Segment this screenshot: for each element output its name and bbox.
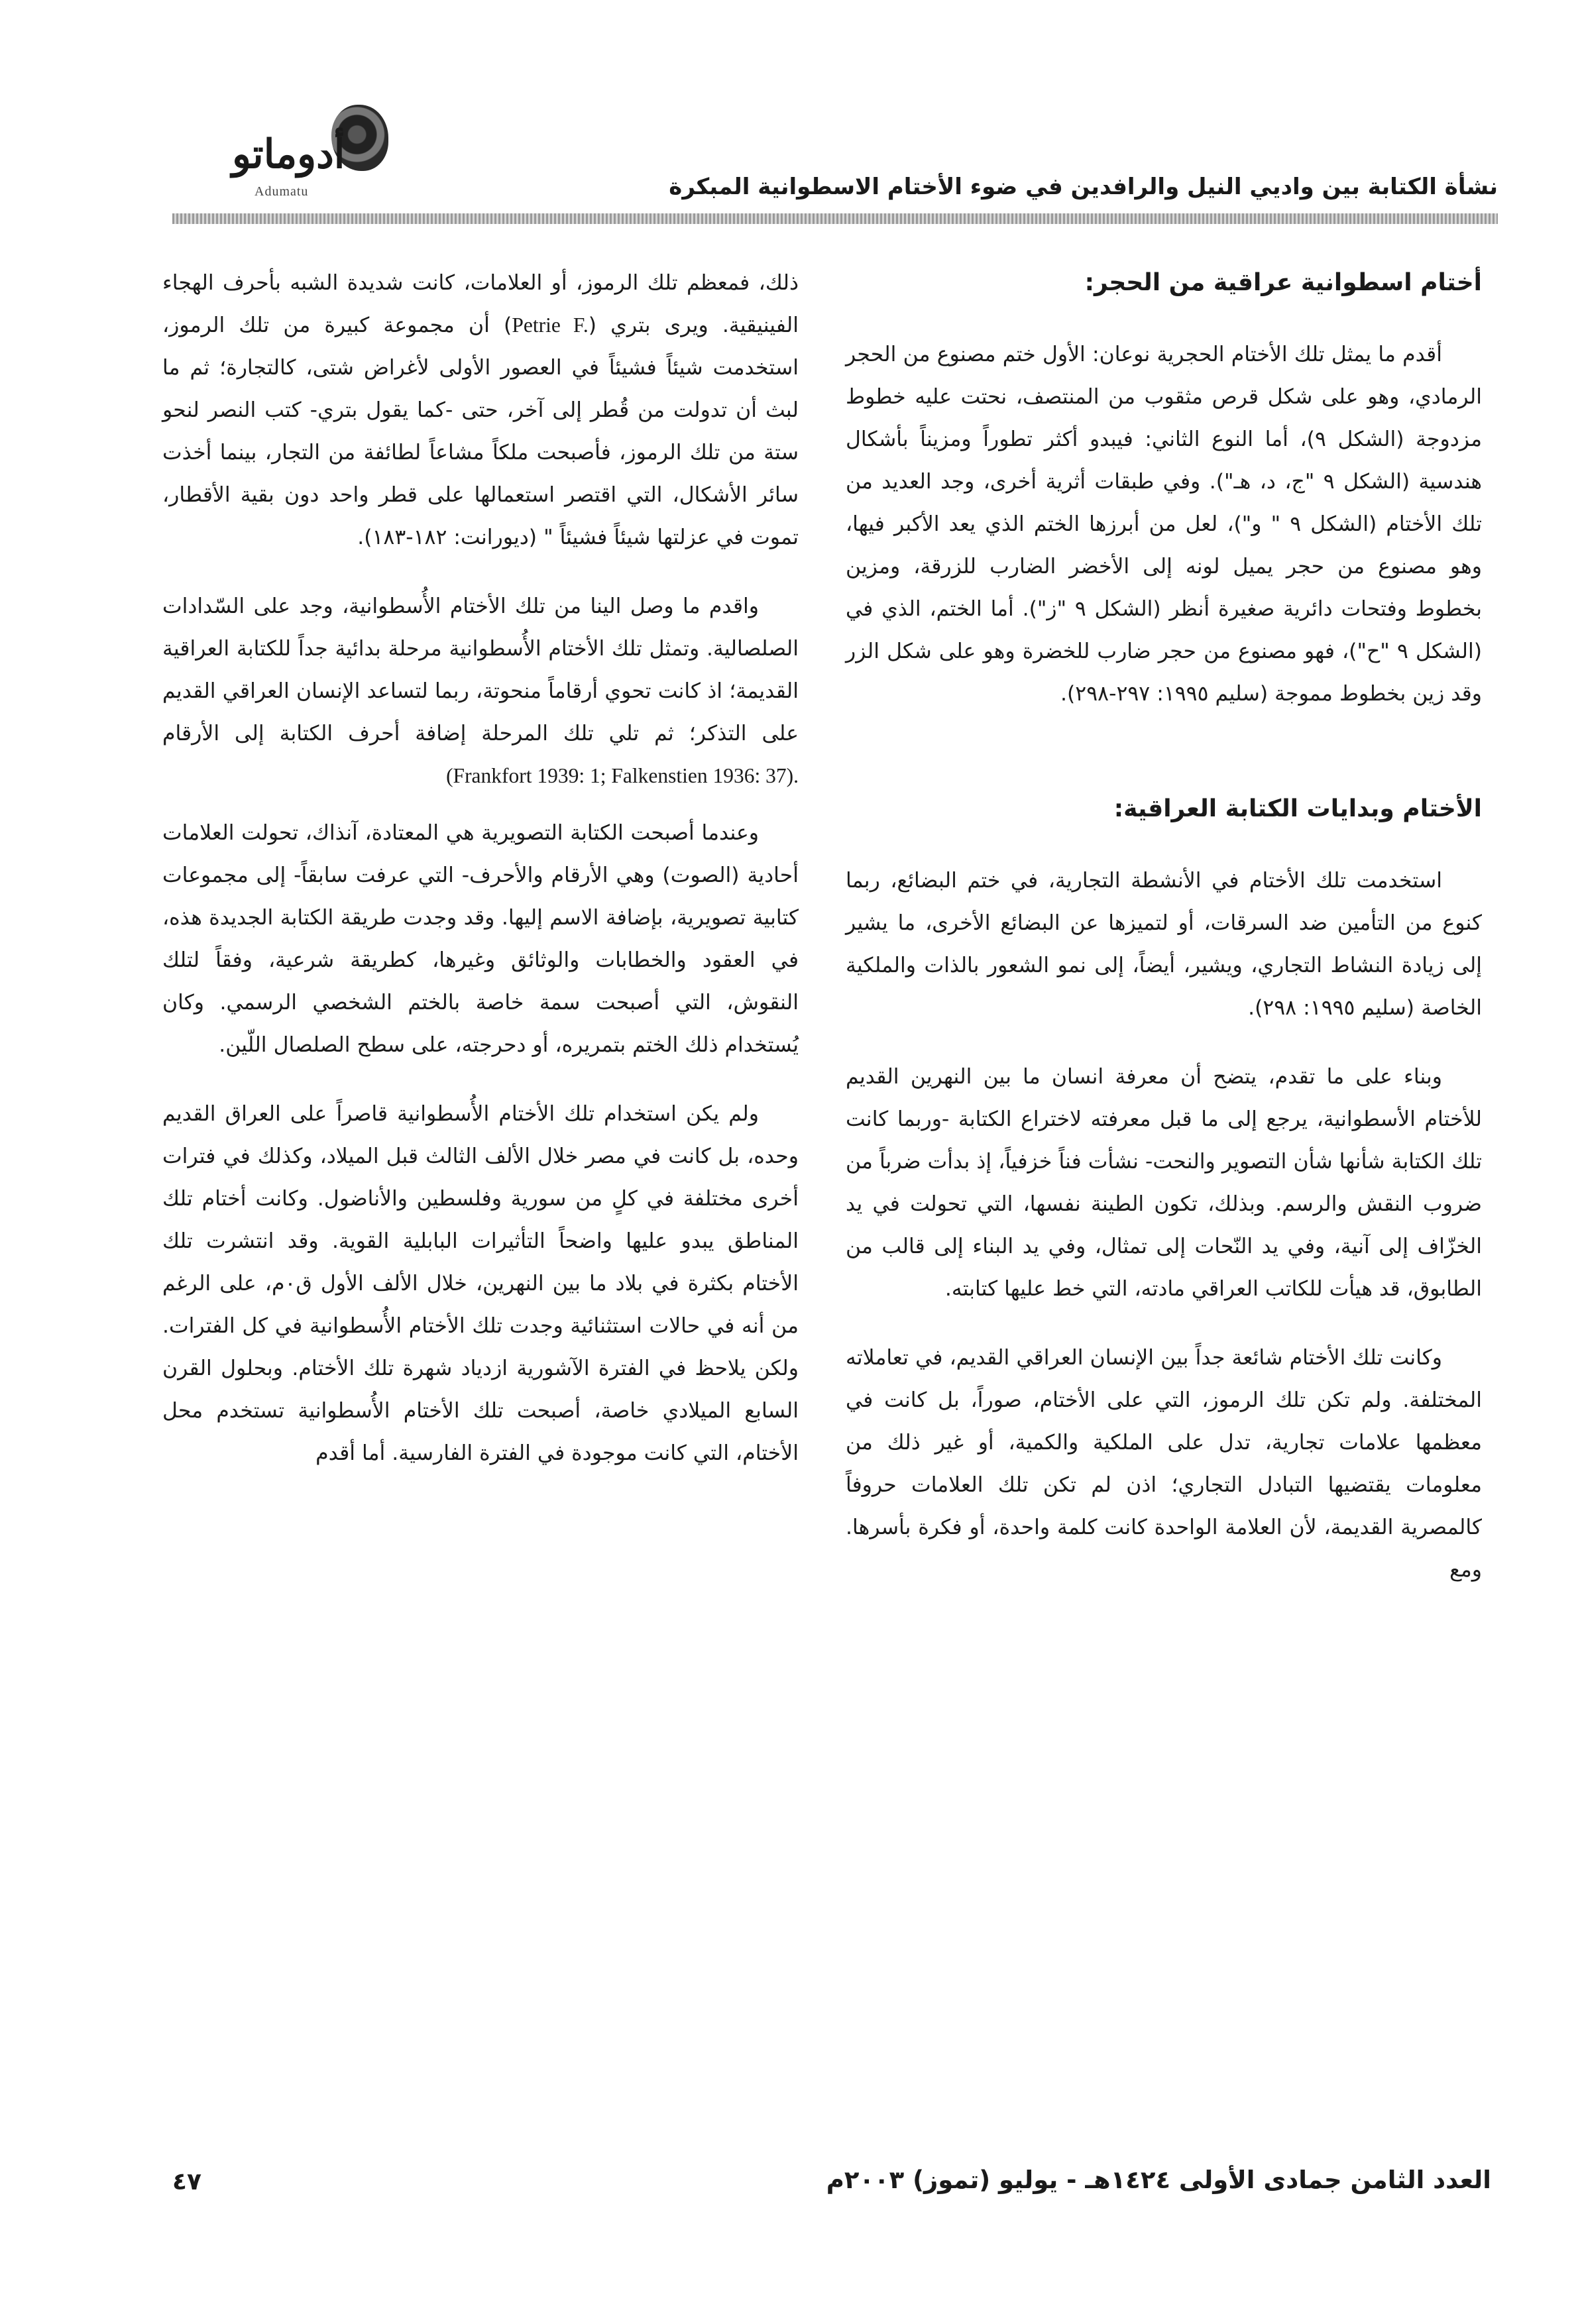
right-text-column xyxy=(846,262,1482,1591)
paragraph: وبناء على ما تقدم، يتضح أن معرفة انسان ما بين النهرين القديم للأختام الأسطوانية، يرجع إلى ما قبل معرفته لاختراع الكتابة -وربما كانت تلك الكتابة شأنها شأن التصوير والنحت- نشأت فناً خزفياً، إذ بدأت ضرباً من ضروب النقش والرسم. وبذلك، تكون الطينة نفسها، التي تحولت في يد الخزّاف إلى آنية، وفي يد النّحات إلى تمثال، وفي يد البناء إلى قالب من الطابوق، قد هيأت للكاتب العراقي مادته، التي خط عليها كتابته. xyxy=(846,1065,1482,1301)
paragraph xyxy=(162,262,799,559)
journal-logo xyxy=(232,99,384,212)
paragraph: ولم يكن استخدام تلك الأختام الأُسطوانية قاصراً على العراق القديم وحده، بل كانت في مصر خلال الألف الثالث قبل الميلاد، وكذلك في فترات أخرى مختلفة في كلٍ من سورية وفلسطين والأناضول. وكانت أختام تلك المناطق يبدو عليها واضحاً التأثيرات البابلية القوية. وقد انتشرت تلك الأختام بكثرة في بلاد ما بين النهرين، خلال الألف الأول ق٠م، على الرغم من أنه في حالات استثنائية وجدت تلك الأختام الأُسطوانية في كل الفترات. ولكن يلاحظ في الفترة الآشورية ازدياد شهرة تلك الأختام. وبحلول القرن السابع الميلادي خاصة، أصبحت تلك الأختام الأُسطوانية تستخدم محل الأختام، التي كانت موجودة في الفترة الفارسية. أما أقدم xyxy=(162,1102,799,1465)
logo-wordmark: أدوماتو xyxy=(232,131,345,178)
page-footer xyxy=(172,2166,1491,2219)
citation-petrie: Petrie F. xyxy=(512,313,589,337)
paragraph xyxy=(162,585,799,797)
paragraph: استخدمت تلك الأختام في الأنشطة التجارية، في ختم البضائع، ربما كنوع من التأمين ضد السرقات، أو لتميزها عن البضائع الأخرى، ما يشير إلى زيادة النشاط التجاري، ويشير، أيضاً، إلى نمو الشعور بالذات والملكية الخاصة (سليم ١٩٩٥: ٢٩٨). xyxy=(846,869,1482,1020)
paragraph-text: ) أن مجموعة كبيرة من تلك الرموز، استخدمت شيئاً فشيئاً في العصور الأولى لأغراض شتى، كالتجارة؛ ثم ما لبث أن تدولت من قُطر إلى آخر، حتى -كما يقول بتري- كتب النصر لنحو ستة من تلك الرموز، فأصبحت ملكاً مشاعاً لطائفة من التجار، بينما أخذت سائر الأشكال، التي اقتصر استعمالها على قطر واحد دون بقية الأقطار، تموت في عزلتها شيئاً فشيئاً " (ديورانت: ١٨٢-١٨٣). xyxy=(162,313,799,549)
page-number: ٤٧ xyxy=(172,2168,201,2195)
paragraph-text: ذلك، فمعظم تلك الرموز، أو العلامات، كانت شديدة الشبه بأحرف الهجاء الفينيقية. ويرى بتري ( xyxy=(162,271,799,337)
header-divider xyxy=(172,213,1498,224)
section-heading-seals-and-writing: الأختام وبدايات الكتابة العراقية: xyxy=(1113,795,1482,822)
paragraph-text: واقدم ما وصل الينا من تلك الأختام الأُسطوانية، وجد على السّدادات الصلصالية. وتمثل تلك الأختام الأُسطوانية مرحلة بدائية جداً للكتابة العراقية القديمة؛ اذ كانت تحوي أرقاماً منحوتة، ربما لتساعد الإنسان العراقي القديم على التذكر؛ ثم تلي تلك المرحلة إضافة أحرف الكتابة إلى الأرقام xyxy=(162,594,799,746)
running-title: نشأة الكتابة بين واديي النيل والرافدين في ضوء الأختام الاسطوانية المبكرة xyxy=(669,174,1498,200)
page-header xyxy=(172,99,1498,225)
paragraph: وعندما أصبحت الكتابة التصويرية هي المعتادة، آنذاك، تحولت العلامات أحادية (الصوت) وهي الأرقام والأحرف- التي عرفت سابقاً- إلى مجموعات كتابية تصويرية، بإضافة الاسم إليها. وقد وجدت طريقة الكتابة الجديدة هذه، في العقود والخطابات والوثائق وغيرها، كطريقة شرعية، وفقاً لتلك النقوش، التي أصبحت سمة خاصة بالختم الشخصي الرسمي. وكان يُستخدام ذلك الختم بتمريره، أو دحرجته، على سطح الصلصال اللّين. xyxy=(162,821,799,1057)
paragraph: أقدم ما يمثل تلك الأختام الحجرية نوعان: الأول ختم مصنوع من الحجر الرمادي، وهو على شكل قرص مثقوب من المنتصف، نحتت عليه خطوط مزدوجة (الشكل ٩)، أما النوع الثاني: فيبدو أكثر تطوراً ومزيناً بأشكال هندسية (الشكل ٩ "ج، د، هـ"). وفي طبقات أثرية أخرى، وجد العديد من تلك الأختام (الشكل ٩ " و")، لعل من أبرزها الختم الذي يعد الأكبر فيها، وهو مصنوع من حجر يميل لونه إلى الأخضر الضارب للزرقة، ومزين بخطوط وفتحات دائرية صغيرة أنظر (الشكل ٩ "ز"). أما الختم، الذي في (الشكل ٩ "ح")، فهو مصنوع من حجر ضارب للخضرة وهو على شكل الزر وقد زين بخطوط مموجة (سليم ١٩٩٥: ٢٩٧-٢٩٨). xyxy=(846,343,1483,706)
section-heading-stone-seals: أختام اسطوانية عراقية من الحجر: xyxy=(1084,269,1482,296)
issue-info: العدد الثامن جمادى الأولى ١٤٢٤هـ - يوليو (تموز) ٢٠٠٣م xyxy=(826,2166,1491,2194)
logo-subtitle: Adumatu xyxy=(254,184,309,199)
paragraph: وكانت تلك الأختام شائعة جداً بين الإنسان العراقي القديم، في تعاملاته المختلفة. ولم تكن تلك الرموز، التي على الأختام، صوراً، بل كانت في معظمها علامات تجارية، تدل على الملكية والكمية، أو غير ذلك من معلومات يقتضيها التبادل التجاري؛ اذن لم تكن تلك العلامات حروفاً كالمصرية القديمة، لأن العلامة الواحدة كانت كلمة واحدة، أو فكرة بأسرها. ومع xyxy=(846,1346,1482,1582)
citation-frankfort-falkenstien: (Frankfort 1939: 1; Falkenstien 1936: 37). xyxy=(446,764,799,787)
left-text-column xyxy=(162,262,799,1474)
